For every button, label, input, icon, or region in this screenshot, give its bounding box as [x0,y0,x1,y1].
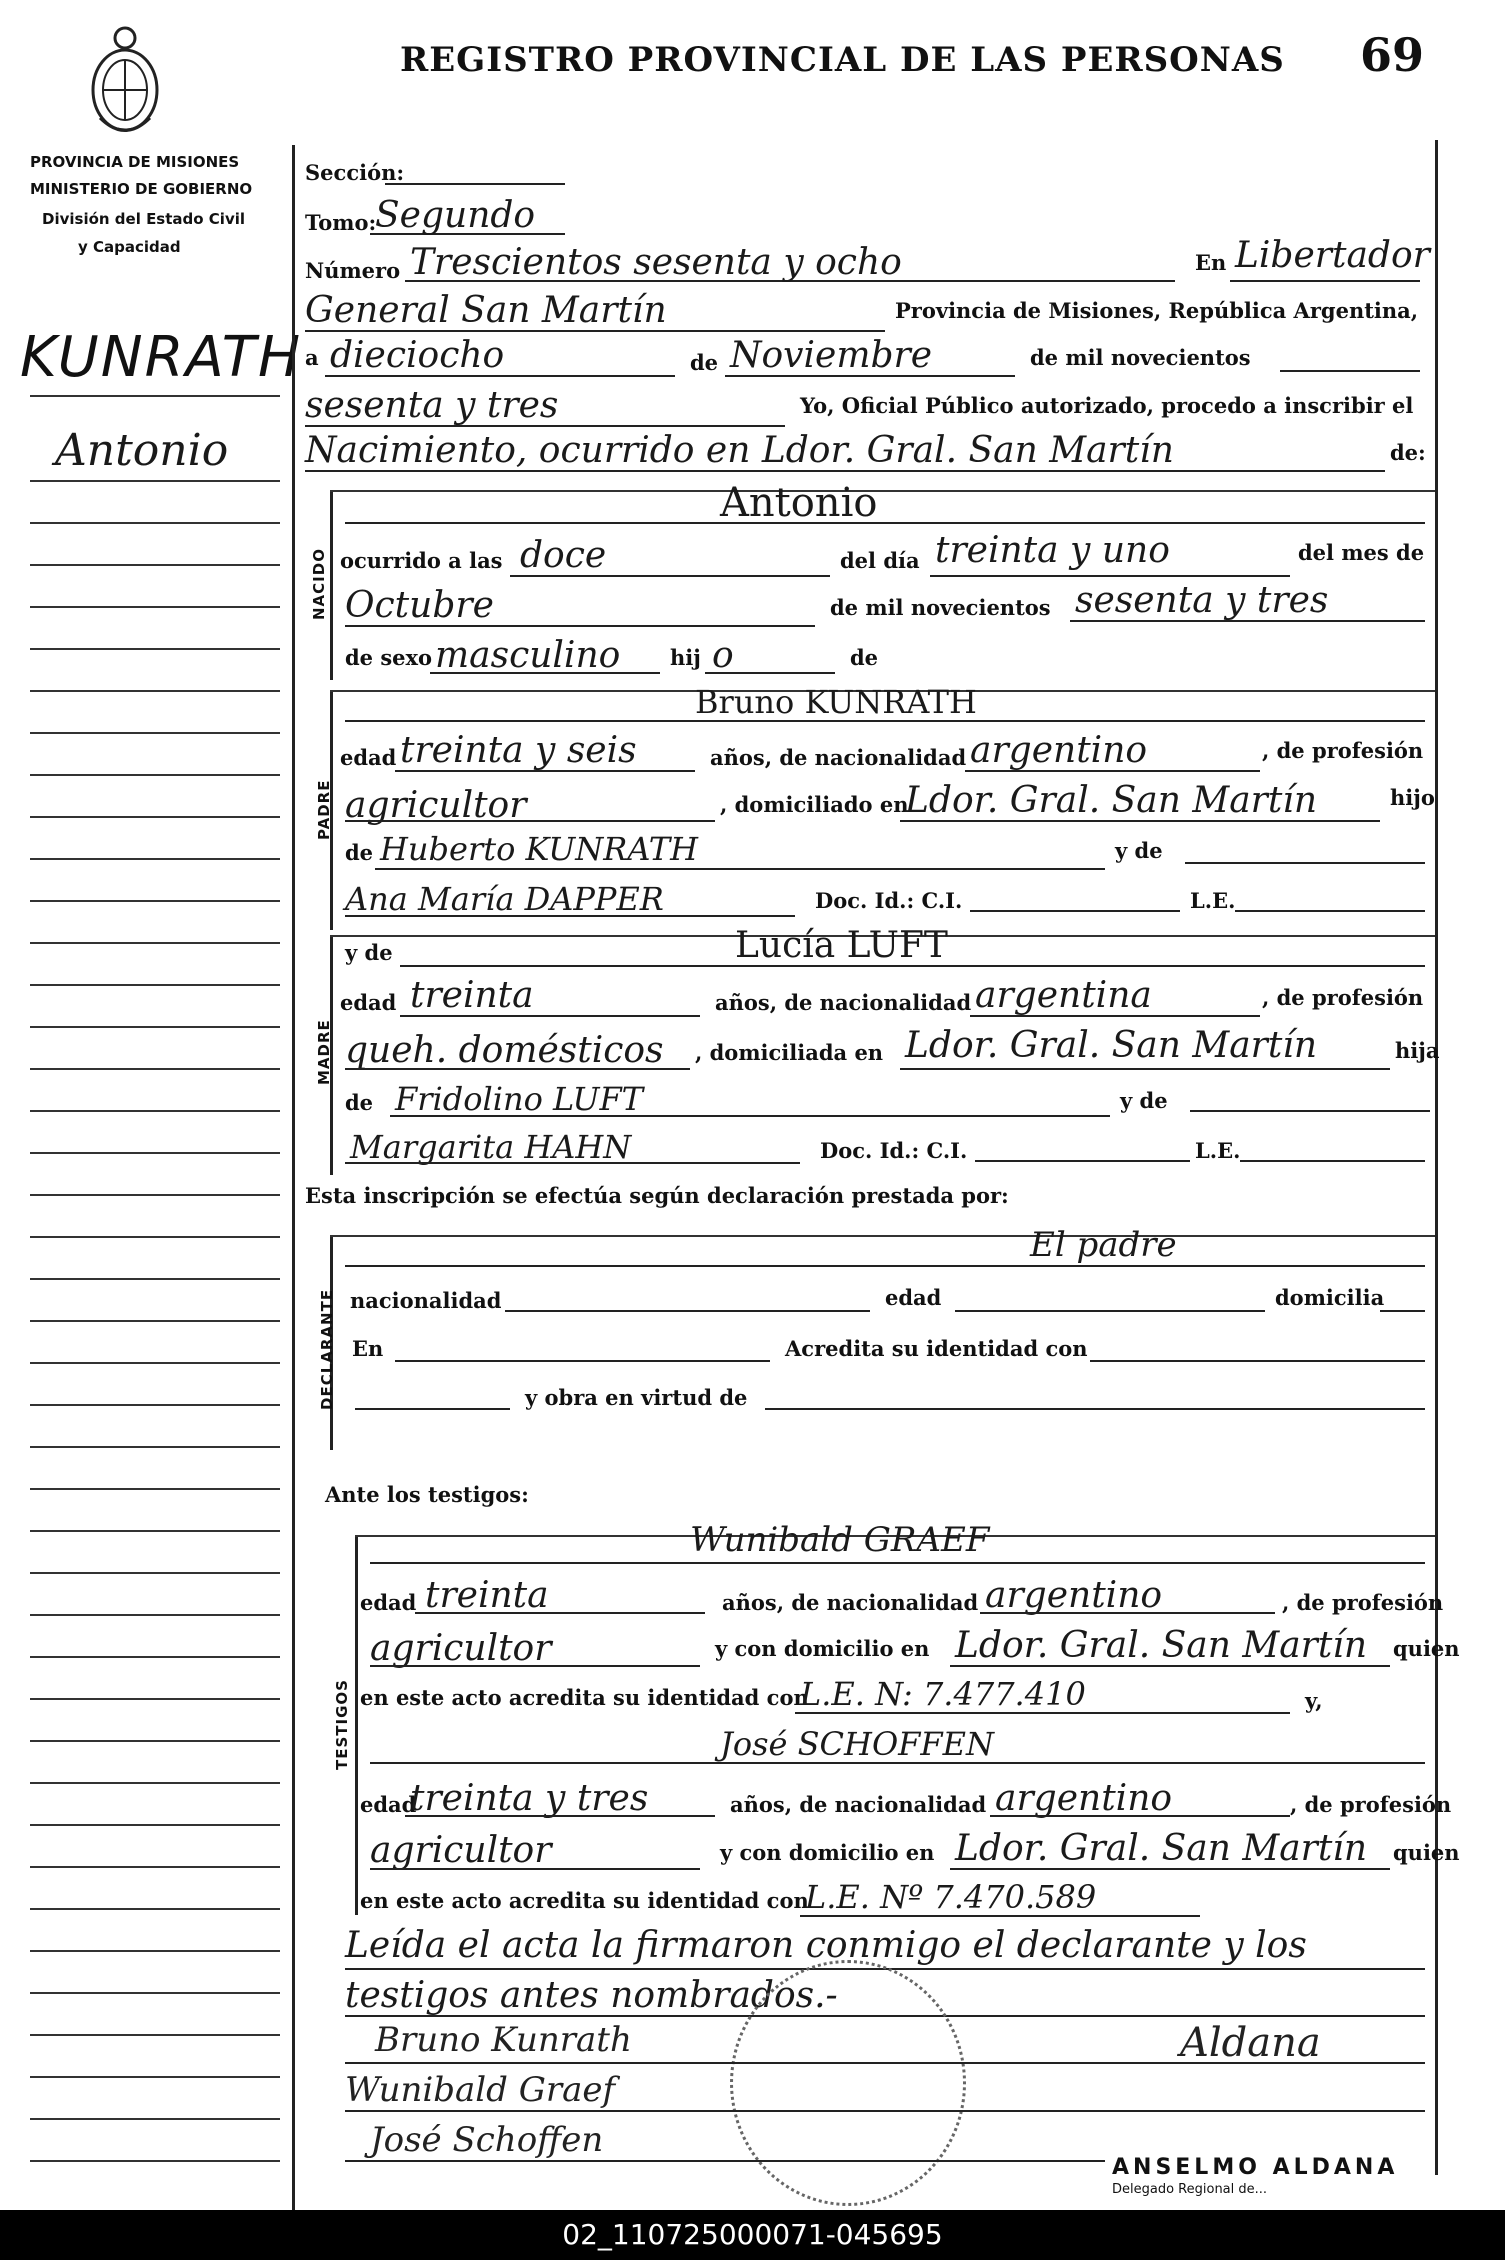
testigo1-quien-label: quien [1393,1636,1460,1661]
inscribe-value: Nacimiento, ocurrido en Ldor. Gral. San Martín [305,430,1174,471]
testigo1-domicilio-field [950,1665,1390,1667]
testigos-bracket [355,1535,358,1915]
madre-domicilio-field [900,1068,1390,1070]
declarante-top-rule [330,1235,1435,1237]
hij-label: hij [670,645,701,670]
margin-rule [30,1698,280,1700]
margin-given-name: Antonio [55,425,229,476]
lugar-value-2: General San Martín [305,290,667,331]
margin-surname: KUNRATH [20,325,303,390]
madre-profesion-field [345,1068,690,1070]
padre-edad-label: edad [340,745,397,770]
testigo1-edad-label: edad [360,1590,417,1615]
ante-testigos-label: Ante los testigos: [325,1482,529,1507]
document-id: 02_110725000071-045695 [562,2218,943,2251]
margin-rule [30,1740,280,1742]
testigo1-domicilio: Ldor. Gral. San Martín [955,1625,1368,1666]
testigo2-nac-label: años, de nacionalidad [730,1792,987,1817]
testigo2-profesion-label: , de profesión [1290,1792,1452,1817]
testigo2-nac-field [990,1815,1290,1817]
testigo1-documento: L.E. N: 7.477.410 [800,1675,1086,1713]
de-mil-2-label: de mil novecientos [830,595,1051,620]
signature-official: Aldana [1180,2020,1321,2066]
declarante-domicilia-field [1380,1310,1425,1312]
madre-tag: MADRE [315,1019,333,1085]
margin-rule [30,1152,280,1154]
anio-nac-field [1070,620,1425,622]
margin-rule [30,1824,280,1826]
declarante-obra-label: y obra en virtud de [525,1385,748,1410]
form-left-border [292,145,295,2210]
margin-rule [30,900,280,902]
page-title: REGISTRO PROVINCIAL DE LAS PERSONAS [400,40,1285,80]
madre-edad-field [400,1015,700,1017]
hij-field [705,672,835,674]
hora-value: doce [520,535,607,576]
madre-nacionalidad: argentina [975,975,1152,1016]
anio-field [305,425,785,427]
official-seal-stamp [730,1960,966,2206]
dia-value: dieciocho [330,335,505,376]
anio-nac-value: sesenta y tres [1075,580,1329,621]
sexo-field [430,672,660,674]
padre-le-label: L.E. [1190,888,1236,913]
testigo2-edad-field [405,1815,715,1817]
margin-rule [30,858,280,860]
madre-domicilio-label: , domiciliada en [695,1040,884,1065]
hora-field [510,575,830,577]
padre-nac-field [965,770,1260,772]
madre-ci-field [975,1160,1190,1162]
testigo2-edad-label: edad [360,1792,417,1817]
padre-madre-field [345,915,795,917]
madre-de-label: de [345,1090,374,1115]
madre-le-label: L.E. [1195,1138,1241,1163]
madre-padre-field [390,1115,1110,1117]
testigo1-domicilio-label: y con domicilio en [715,1636,930,1661]
tomo-value: Segundo [375,195,536,236]
margin-rule [30,2076,280,2078]
madre-madre: Margarita HAHN [350,1128,632,1166]
margin-rule [30,1572,280,1574]
declarante-acredita-field [1090,1360,1425,1362]
declarante-en-field [395,1360,770,1362]
anio-value: sesenta y tres [305,385,559,426]
padre-padre-field [375,868,1105,870]
padre-profesion: agricultor [345,785,527,826]
margin-rule [30,2118,280,2120]
madre-madre-field [345,1162,800,1164]
padre-domicilio: Ldor. Gral. San Martín [905,780,1318,821]
form-right-border [1435,140,1438,2175]
testigo2-domicilio-field [950,1868,1390,1870]
margin-rule [30,984,280,986]
padre-edad: treinta y seis [400,730,637,771]
padre-domicilio-label: , domiciliado en [720,792,909,817]
testigo1-nombre: Wunibald GRAEF [690,1520,990,1560]
mes-field [725,375,1015,377]
declarante-extra-field [355,1408,510,1410]
nombre-field [345,522,1425,524]
testigo2-nacionalidad: argentino [995,1778,1173,1819]
padre-padre: Huberto KUNRATH [380,830,698,868]
margin-rule [30,1320,280,1322]
declarante-domicilia-label: domicilia [1275,1285,1385,1310]
dia-nac-field [930,575,1290,577]
signature-bruno: Bruno Kunrath [375,2020,632,2060]
padre-le-field [1235,910,1425,912]
madre-nombre-field [400,965,1425,967]
issuer-line-4: y Capacidad [78,238,181,256]
testigo2-nombre-field [370,1762,1425,1764]
padre-nacionalidad: argentino [970,730,1148,771]
closing-line-2: testigos antes nombrados.- [345,1975,838,2016]
signature-wunibald: Wunibald Graef [345,2070,616,2110]
madre-edad: treinta [410,975,534,1016]
mes-value: Noviembre [730,335,933,376]
numero-value: Trescientos sesenta y ocho [410,242,902,283]
issuer-line-2: MINISTERIO DE GOBIERNO [30,180,253,198]
testigo2-acredita-label: en este acto acredita su identidad con [360,1888,809,1913]
mes-nac-field [345,625,815,627]
declarante-edad-field [955,1310,1265,1312]
testigo1-edad-field [415,1612,705,1614]
nacido-bracket [330,490,333,680]
del-mes-label: del mes de [1298,540,1425,565]
margin-rule [30,1194,280,1196]
testigo2-profesion: agricultor [370,1830,552,1871]
sexo-value: masculino [435,635,621,676]
testigo1-nac-label: años, de nacionalidad [722,1590,979,1615]
hij-suffix: o [712,635,734,676]
en-label: En [1195,250,1227,275]
testigo1-profesion-field [370,1665,700,1667]
declarante-nac-field [505,1310,870,1312]
madre-y-de-label: y de [1120,1088,1168,1113]
madre-y-de-field [1190,1110,1430,1112]
tomo-label: Tomo: [305,210,377,235]
signature-3-rule [345,2160,1105,2162]
padre-profesion-label: , de profesión [1262,738,1424,763]
declarante-obra-field [765,1408,1425,1410]
madre-profesion-label: , de profesión [1262,985,1424,1010]
declarante-edad-label: edad [885,1285,942,1310]
margin-rule [30,1278,280,1280]
testigo2-domicilio-label: y con domicilio en [720,1840,935,1865]
closing-line-1: Leída el acta la firmaron conmigo el declarante y los [345,1925,1307,1966]
margin-rule [30,1656,280,1658]
madre-doc-label: Doc. Id.: C.I. [820,1138,968,1163]
lugar-field-2 [305,330,885,332]
padre-ci-field [970,910,1180,912]
testigo1-nombre-field [370,1562,1425,1564]
padre-tag: PADRE [315,779,333,840]
padre-nombre: Bruno KUNRATH [695,683,977,721]
declarante-nombre: El padre [1030,1225,1177,1265]
margin-rule [30,774,280,776]
mes-nac-value: Octubre [345,585,494,626]
nacido-tag: NACIDO [310,548,328,620]
margin-rule [30,1992,280,1994]
padre-y-de-label: y de [1115,838,1163,863]
margin-rule [30,1362,280,1364]
declarante-en-label: En [352,1336,384,1361]
document-id-bar [0,2210,1505,2260]
madre-edad-label: edad [340,990,397,1015]
padre-y-de-field [1185,862,1425,864]
testigo2-nombre: José SCHOFFEN [720,1725,994,1763]
madre-padre: Fridolino LUFT [395,1080,644,1118]
margin-rule [30,1236,280,1238]
nacido-top-rule [330,490,1435,492]
lugar-value-1: Libertador [1235,235,1430,276]
dia-nac-value: treinta y uno [935,530,1170,571]
padre-nombre-field [345,720,1425,722]
testigo2-documento: L.E. Nº 7.470.589 [805,1878,1097,1916]
seccion-field [385,183,565,185]
madre-yde-label: y de [345,940,393,965]
testigo2-edad: treinta y tres [410,1778,649,1819]
testigo1-profesion-label: , de profesión [1282,1590,1444,1615]
de-hij-label: de [850,645,879,670]
margin-rule [30,606,280,608]
testigo2-quien-label: quien [1393,1840,1460,1865]
padre-doc-label: Doc. Id.: C.I. [815,888,963,913]
margin-rule [30,732,280,734]
madre-nac-field [970,1015,1260,1017]
margin-rule [30,1866,280,1868]
margin-rule [30,2160,280,2162]
inscripcion-label: Esta inscripción se efectúa según declaración prestada por: [305,1183,1009,1208]
dia-field [325,375,675,377]
testigos-tag: TESTIGOS [333,1679,351,1770]
testigo1-profesion: agricultor [370,1628,552,1669]
margin-rule [30,2034,280,2036]
testigo2-profesion-field [370,1868,700,1870]
signature-jose: José Schoffen [370,2120,604,2160]
margin-rule [30,564,280,566]
margin-rule [30,690,280,692]
padre-nac-label: años, de nacionalidad [710,745,967,770]
madre-domicilio: Ldor. Gral. San Martín [905,1025,1318,1066]
margin-rule [30,480,280,482]
padre-hijo-label: hijo [1390,785,1435,810]
margin-rule [30,522,280,524]
coat-of-arms-icon [80,18,170,143]
numero-label: Número [305,258,401,283]
issuer-line-1: PROVINCIA DE MISIONES [30,153,240,171]
margin-rule [30,1530,280,1532]
margin-rule [30,1446,280,1448]
official-title: Delegado Regional de... [1112,2182,1268,2197]
margin-rule [30,816,280,818]
madre-profesion: queh. domésticos [345,1030,664,1071]
anio-extra-field [1280,370,1420,372]
ocurrido-label: ocurrido a las [340,548,503,573]
madre-le-field [1240,1160,1425,1162]
lugar-field-1 [1230,280,1420,282]
page-number: 69 [1360,28,1425,82]
official-name: ANSELMO ALDANA [1112,2155,1399,2180]
de-label: de [690,350,719,375]
margin-rule [30,648,280,650]
margin-rule [30,1110,280,1112]
testigo1-nacionalidad: argentino [985,1575,1163,1616]
declarante-nombre-field [345,1265,1425,1267]
madre-nombre: Lucía LUFT [735,925,948,966]
padre-domicilio-field [900,820,1380,822]
testigo2-documento-field [800,1915,1200,1917]
declarante-acredita-label: Acredita su identidad con [785,1336,1088,1361]
yo-oficial-label: Yo, Oficial Público autorizado, procedo a inscribir el [800,393,1414,418]
padre-de-label: de [345,840,374,865]
testigo1-nac-field [980,1612,1275,1614]
margin-rule [30,1614,280,1616]
padre-profesion-field [345,820,715,822]
margin-rule [30,395,280,397]
signature-2-rule [345,2110,1425,2112]
testigo1-y-label: y, [1305,1688,1323,1713]
margin-rule [30,1026,280,1028]
provincia-label: Provincia de Misiones, República Argentina, [895,298,1419,323]
testigo1-acredita-label: en este acto acredita su identidad con [360,1685,809,1710]
madre-hija-label: hija [1395,1038,1440,1063]
testigo2-domicilio: Ldor. Gral. San Martín [955,1828,1368,1869]
declarante-tag: DECLARANTE [318,1288,336,1410]
margin-rule [30,1068,280,1070]
nombre-value: Antonio [720,480,878,526]
seccion-label: Sección: [305,160,405,185]
issuer-line-3: División del Estado Civil [42,210,246,228]
testigo1-edad: treinta [425,1575,549,1616]
inscribe-field [305,470,1385,472]
a-label: a [305,345,319,370]
testigo1-documento-field [795,1712,1290,1714]
margin-rule [30,1488,280,1490]
margin-rule [30,1908,280,1910]
madre-nac-label: años, de nacionalidad [715,990,972,1015]
de-colon-label: de: [1390,440,1426,465]
declarante-nac-label: nacionalidad [350,1288,502,1313]
margin-rule [30,1782,280,1784]
del-dia-label: del día [840,548,920,573]
de-mil-label: de mil novecientos [1030,345,1251,370]
margin-rule [30,1950,280,1952]
sexo-label: de sexo [345,645,433,670]
padre-madre: Ana María DAPPER [345,880,664,918]
margin-rule [30,942,280,944]
margin-rule [30,1404,280,1406]
padre-edad-field [395,770,695,772]
